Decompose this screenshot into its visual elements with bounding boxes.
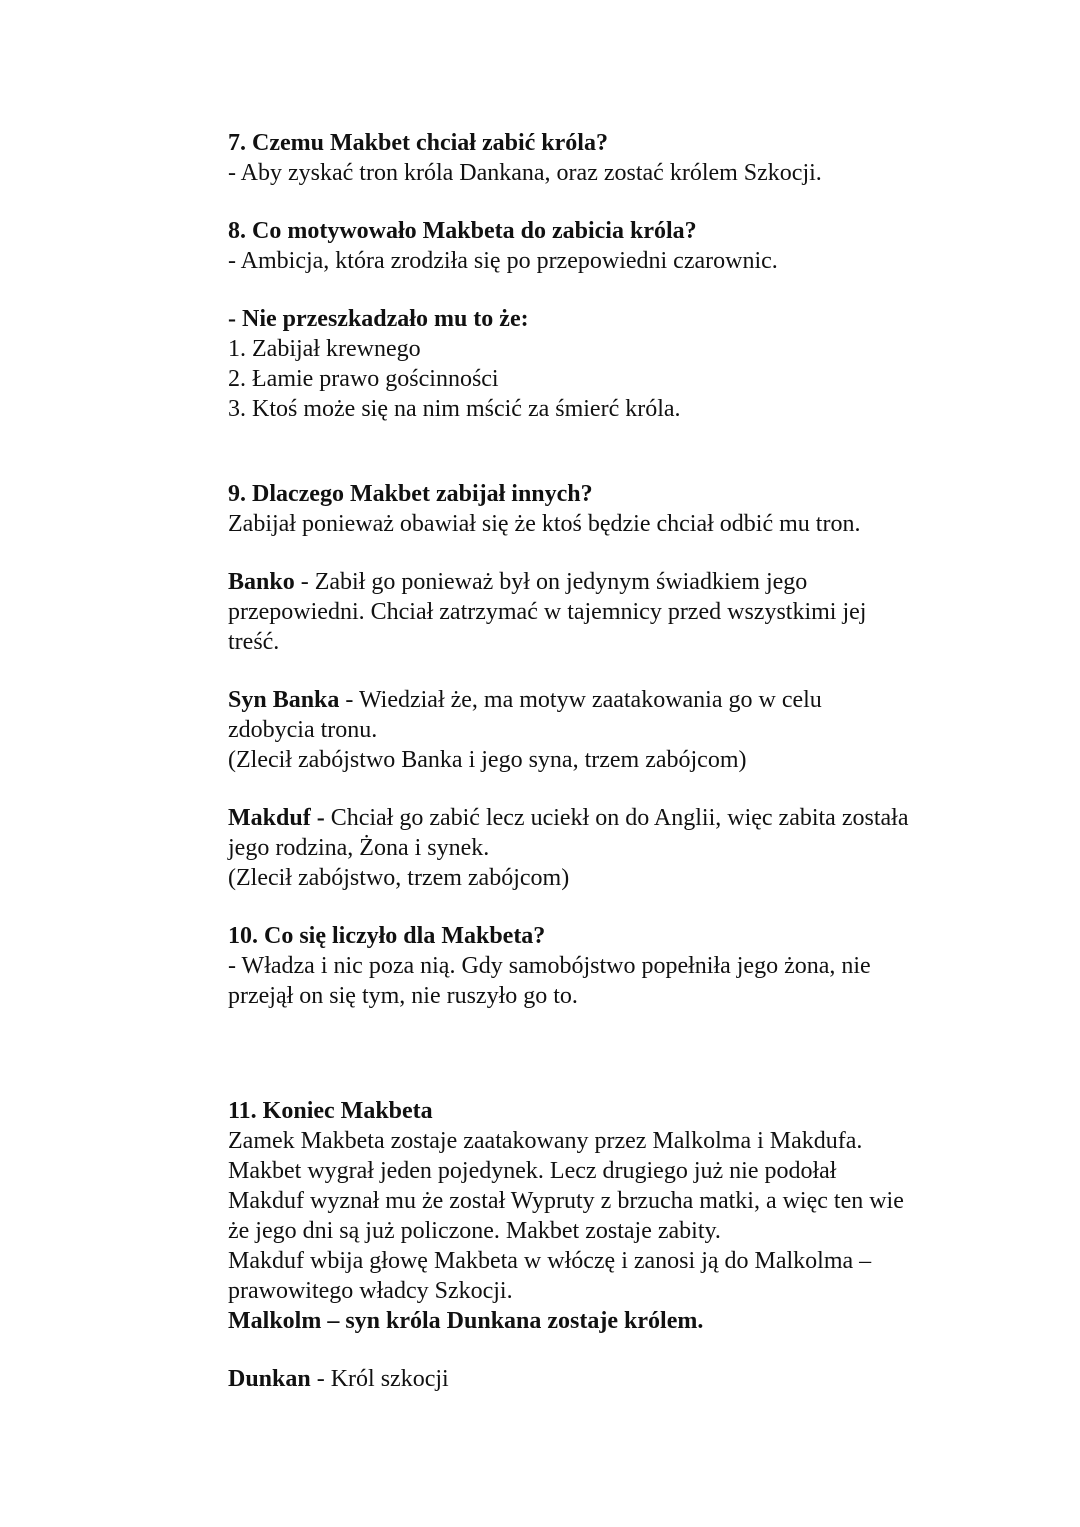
syn-banka-text: (Zlecił zabójstwo Banka i jego syna, trzem zabójcom) xyxy=(228,747,747,773)
q8-heading: 8. Co motywowało Makbeta do zabicia króla? xyxy=(228,218,697,244)
q10-text: - Władza i nic poza nią. Gdy samobójstwo popełniła jego żona, nie xyxy=(228,953,871,979)
makduf-text: Chciał go zabić lecz uciekł on do Anglii, więc zabita została xyxy=(324,805,909,831)
q7-answer: - Aby zyskać tron króla Dankana, oraz zostać królem Szkocji. xyxy=(228,160,822,186)
syn-banka-text: zdobycia tronu. xyxy=(228,717,378,743)
q9-answer: Zabijał ponieważ obawiał się że ktoś będzie chciał odbić mu tron. xyxy=(228,511,861,537)
q8-list-item: 3. Ktoś może się na nim mścić za śmierć króla. xyxy=(228,396,681,422)
q11-conclusion: Malkolm – syn króla Dunkana zostaje królem. xyxy=(228,1308,704,1334)
banko-text: treść. xyxy=(228,629,280,655)
document-page xyxy=(228,128,988,1394)
banko-text: przepowiedni. Chciał zatrzymać w tajemnicy przed wszystkimi jej xyxy=(228,599,867,625)
banko-text: - Zabił go ponieważ był on jedynym świadkiem jego xyxy=(294,569,808,595)
q8-subheading: - Nie przeszkadzało mu to że: xyxy=(228,306,529,332)
makduf-paragraph-line xyxy=(228,803,988,833)
syn-banka-paragraph-line xyxy=(228,685,988,715)
q7-heading: 7. Czemu Makbet chciał zabić króla? xyxy=(228,130,608,156)
q8-list-item: 2. Łamie prawo gościnności xyxy=(228,366,499,392)
syn-banka-text: - Wiedział że, ma motyw zaatakowania go w celu xyxy=(339,687,822,713)
makduf-name: Makduf - xyxy=(228,805,325,831)
q11-text: że jego dni są już policzone. Makbet zostaje zabity. xyxy=(228,1218,721,1244)
dunkan-line xyxy=(228,1364,988,1394)
q11-text: Makduf wbija głowę Makbeta w włóczę i zanosi ją do Malkolma – xyxy=(228,1248,872,1274)
dunkan-text: - Król szkocji xyxy=(310,1366,449,1392)
dunkan-name: Dunkan xyxy=(228,1366,311,1392)
syn-banka-name: Syn Banka xyxy=(228,687,340,713)
q11-text: Makduf wyznał mu że został Wypruty z brzucha matki, a więc ten wie xyxy=(228,1188,904,1214)
q11-text: Zamek Makbeta zostaje zaatakowany przez Malkolma i Makdufa. xyxy=(228,1128,863,1154)
q9-heading: 9. Dlaczego Makbet zabijał innych? xyxy=(228,481,593,507)
q11-heading: 11. Koniec Makbeta xyxy=(228,1098,433,1124)
makduf-text: jego rodzina, Żona i synek. xyxy=(228,835,490,861)
banko-paragraph-line xyxy=(228,567,988,597)
banko-name: Banko xyxy=(228,569,295,595)
q10-heading: 10. Co się liczyło dla Makbeta? xyxy=(228,923,546,949)
q8-list-item: 1. Zabijał krewnego xyxy=(228,336,421,362)
q8-answer: - Ambicja, która zrodziła się po przepowiedni czarownic. xyxy=(228,248,778,274)
q11-text: Makbet wygrał jeden pojedynek. Lecz drugiego już nie podołał xyxy=(228,1158,837,1184)
q10-text: przejął on się tym, nie ruszyło go to. xyxy=(228,983,578,1009)
q11-text: prawowitego władcy Szkocji. xyxy=(228,1278,513,1304)
makduf-text: (Zlecił zabójstwo, trzem zabójcom) xyxy=(228,865,570,891)
